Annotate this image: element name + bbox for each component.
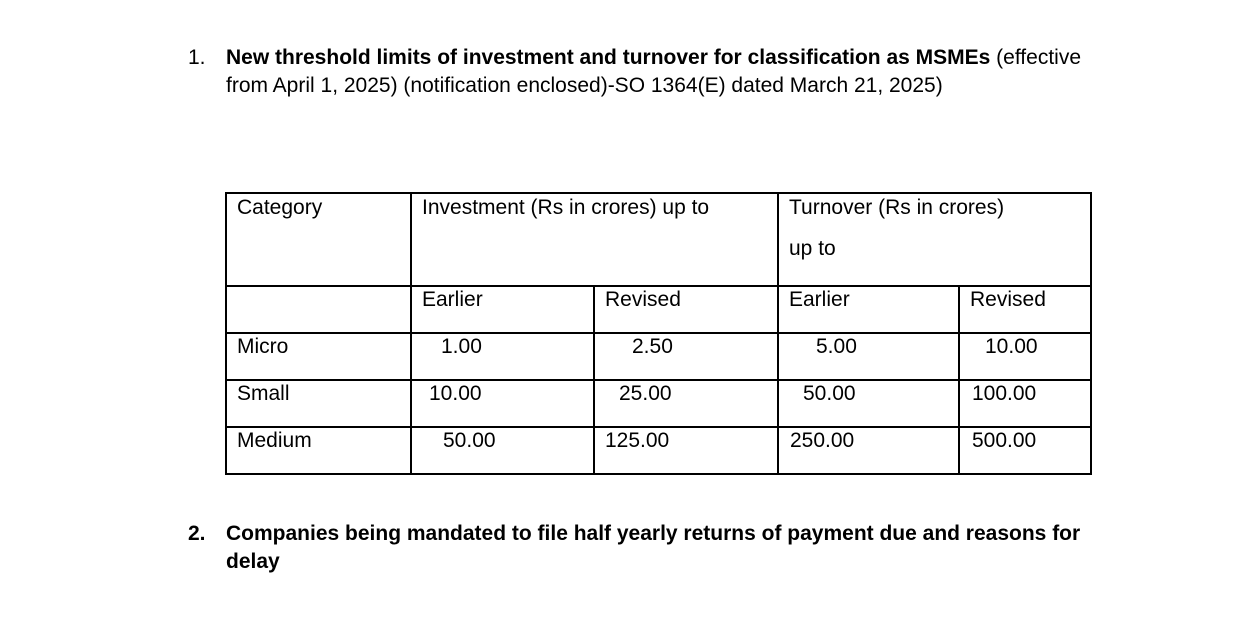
item-title: Companies being mandated to file half yearly returns of payment due and reasons for delay xyxy=(226,522,1081,573)
table-row xyxy=(226,333,1091,380)
header-investment: Investment (Rs in crores) up to xyxy=(411,193,778,286)
row-category: Micro xyxy=(226,333,411,380)
header-turnover-line2: up to xyxy=(789,237,836,260)
cell-value: 50.00 xyxy=(443,429,496,452)
cell-value: 10.00 xyxy=(985,335,1038,358)
cell-value: 5.00 xyxy=(816,335,857,358)
list-item-content xyxy=(226,44,1088,100)
cell-investment-revised xyxy=(594,427,778,474)
list-item-2 xyxy=(188,520,1088,576)
cell-value: 1.00 xyxy=(441,335,482,358)
list-number: 2. xyxy=(188,522,206,545)
header-turnover xyxy=(778,193,1091,286)
cell-turnover-earlier xyxy=(778,427,959,474)
row-category: Medium xyxy=(226,427,411,474)
table-header-row xyxy=(226,193,1091,286)
cell-turnover-revised xyxy=(959,333,1091,380)
msme-threshold-table xyxy=(225,192,1092,475)
cell-turnover-revised xyxy=(959,427,1091,474)
item-title: New threshold limits of investment and turnover for classification as MSMEs xyxy=(226,46,991,69)
row-category: Small xyxy=(226,380,411,427)
cell-value: 10.00 xyxy=(429,382,482,405)
header-turnover-line1: Turnover (Rs in crores) xyxy=(789,196,1005,219)
cell-value: 250.00 xyxy=(790,429,855,452)
cell-value: 25.00 xyxy=(619,382,672,405)
list-item-1 xyxy=(188,44,1088,100)
cell-turnover-earlier xyxy=(778,333,959,380)
cell-investment-revised xyxy=(594,333,778,380)
cell-investment-earlier xyxy=(411,380,594,427)
table-row xyxy=(226,380,1091,427)
subheader-turnover-revised: Revised xyxy=(959,286,1091,333)
table-row xyxy=(226,427,1091,474)
cell-investment-revised xyxy=(594,380,778,427)
list-number: 1. xyxy=(188,46,206,69)
cell-value: 50.00 xyxy=(803,382,856,405)
cell-value: 2.50 xyxy=(632,335,673,358)
cell-value: 125.00 xyxy=(605,429,670,452)
table-subheader-row xyxy=(226,286,1091,333)
subheader-investment-revised: Revised xyxy=(594,286,778,333)
cell-turnover-earlier xyxy=(778,380,959,427)
cell-investment-earlier xyxy=(411,333,594,380)
header-category: Category xyxy=(226,193,411,286)
cell-turnover-revised xyxy=(959,380,1091,427)
item-description: (effective from April 1, 2025) (notification enclosed)-SO 1364(E) dated March 21, 2025) xyxy=(226,46,1081,97)
cell-value: 500.00 xyxy=(972,429,1037,452)
cell-value: 100.00 xyxy=(972,382,1037,405)
subheader-investment-earlier: Earlier xyxy=(411,286,594,333)
subheader-empty xyxy=(226,286,411,333)
cell-investment-earlier xyxy=(411,427,594,474)
subheader-turnover-earlier: Earlier xyxy=(778,286,959,333)
